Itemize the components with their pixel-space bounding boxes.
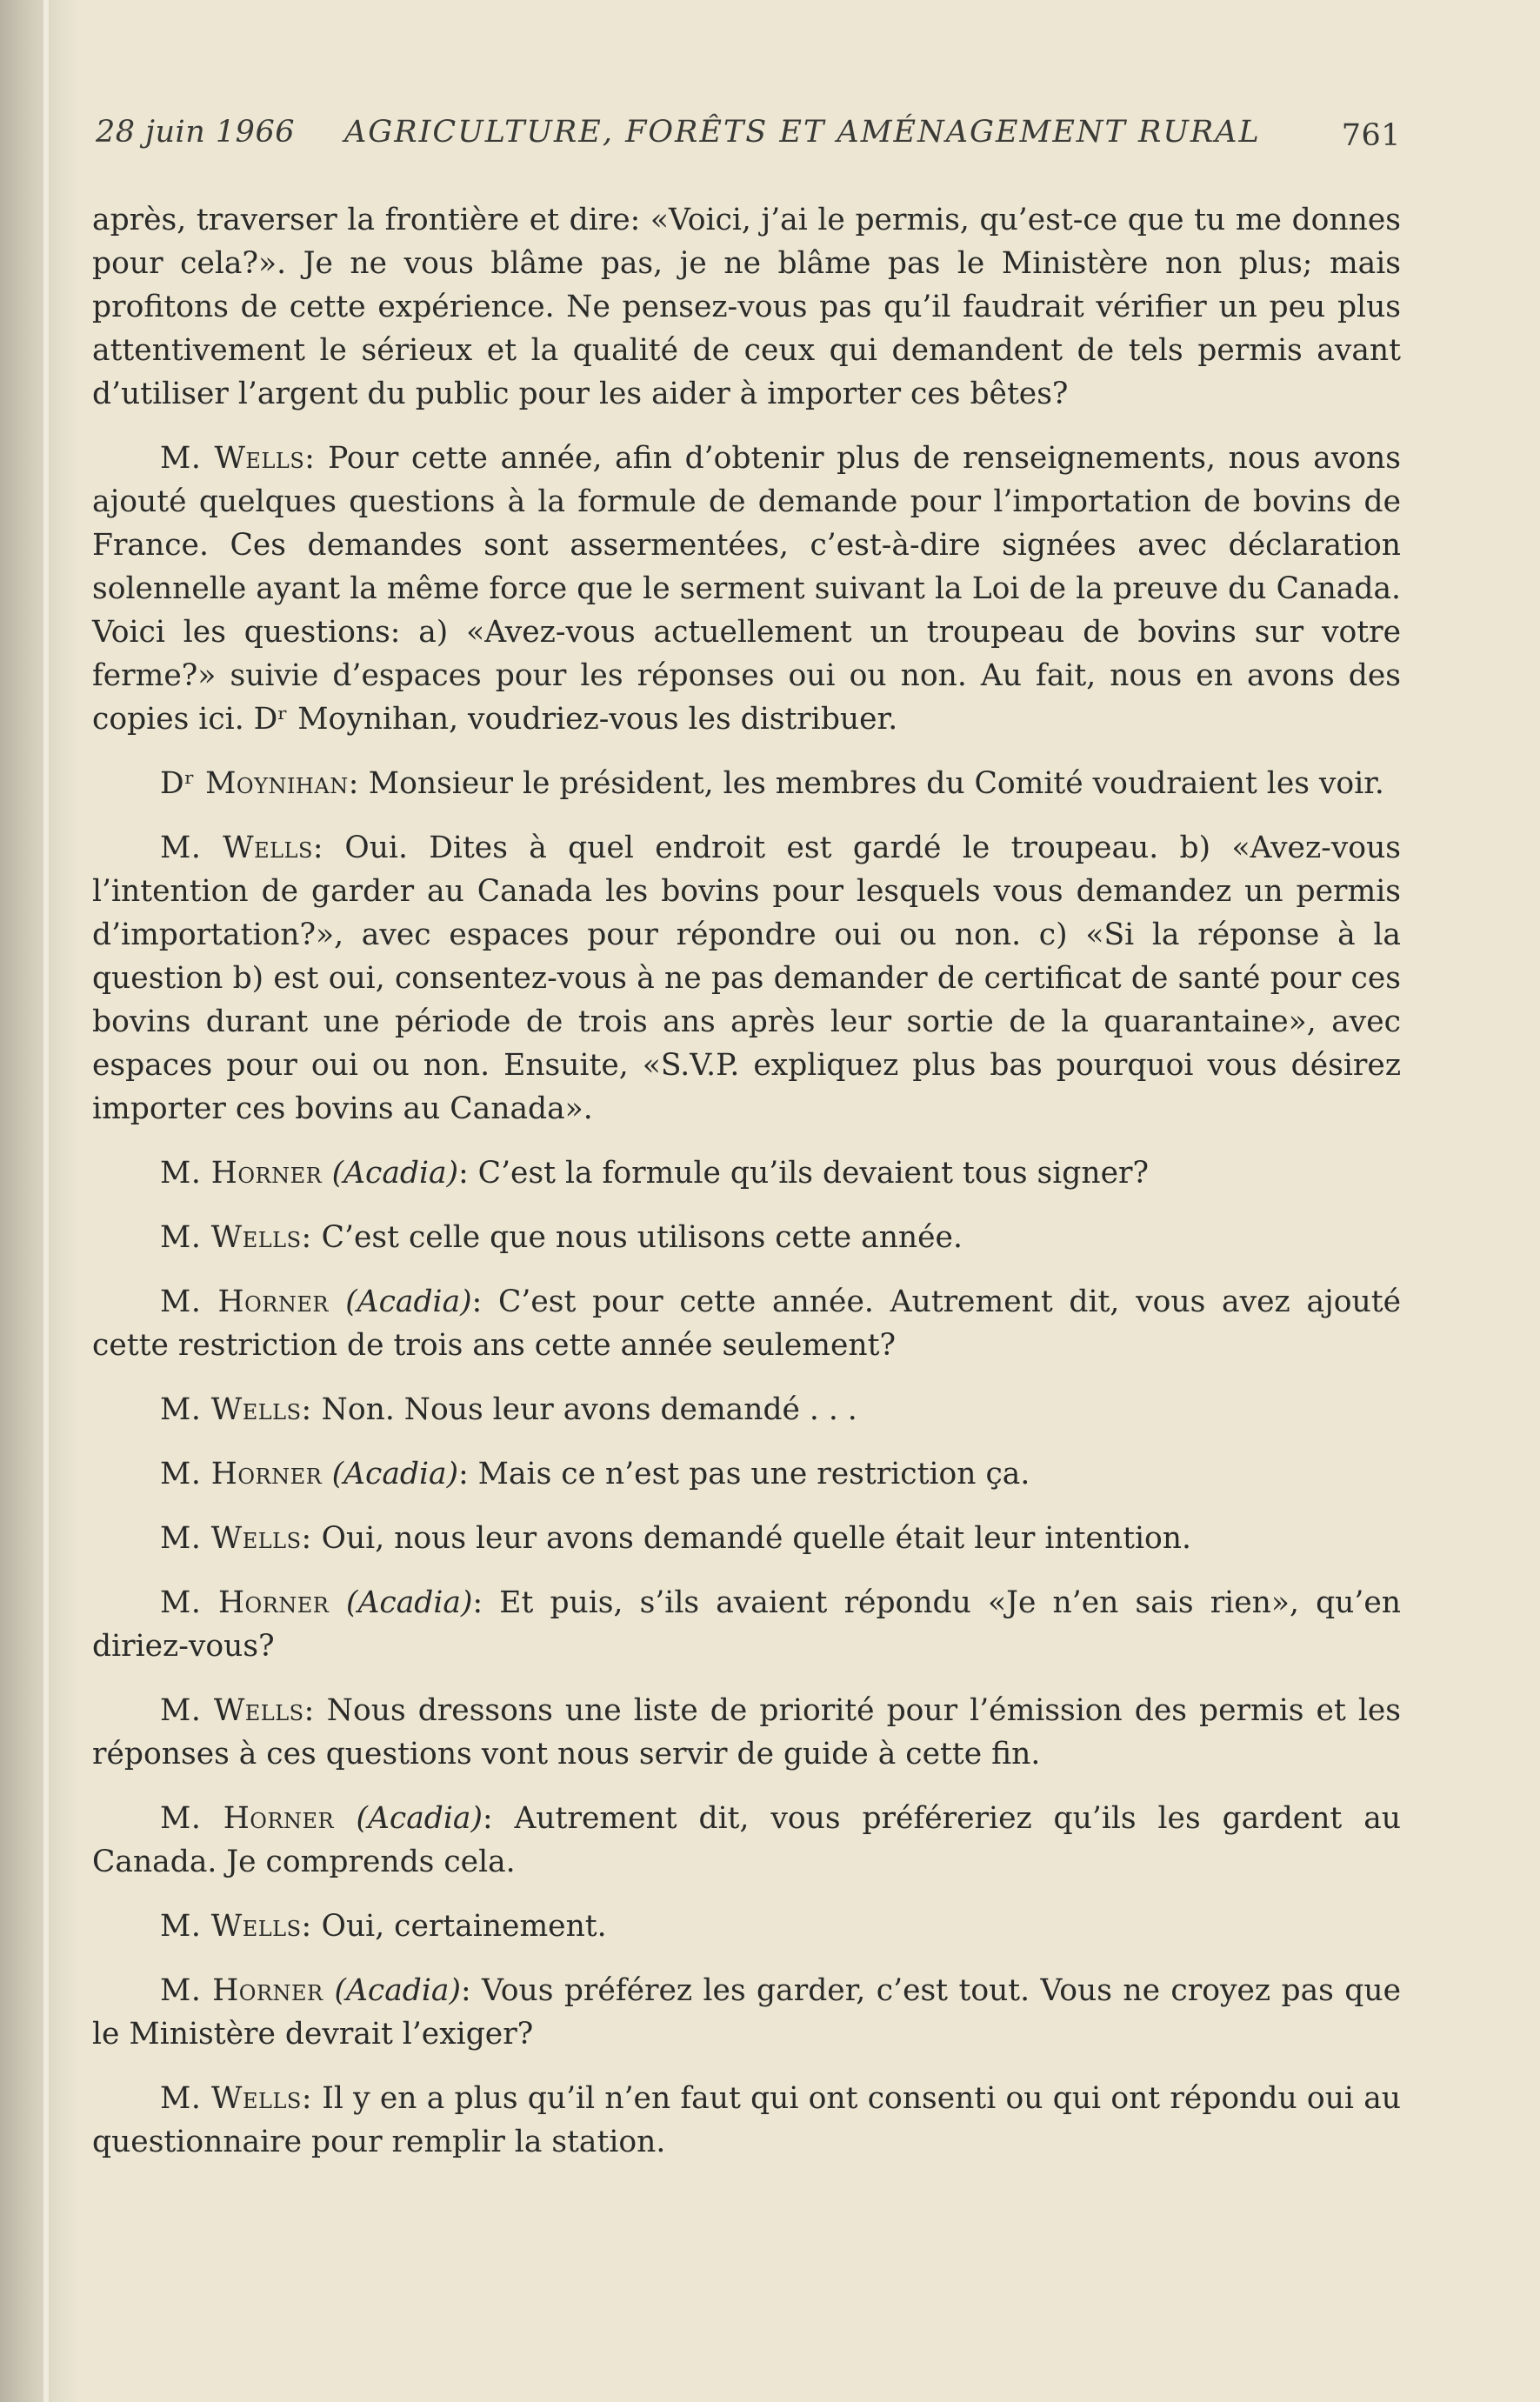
- paragraph: [92, 826, 1401, 1131]
- speaker-name: M. Horner: [160, 1284, 346, 1319]
- paragraph-text: Oui. Dites à quel endroit est gardé le troupeau. b) «Avez-vous l’intention de garder au Canada les bovins pour lesquels vous demandez un permis d’importation?», avec espaces pour répondre oui ou non. c) «Si la réponse à la question b) est oui, consentez-vous à ne pas demander de certificat de santé pour ces bovins durant une période de trois ans après leur sortie de la quarantaine», avec espaces pour oui ou non. Ensuite, «S.V.P. expliquez plus bas pourquoi vous désirez importer ces bovins au Canada».: [92, 831, 1401, 1126]
- paragraph: [92, 762, 1401, 805]
- gutter-edge: [43, 0, 49, 2402]
- speaker-name: M. Horner: [160, 1973, 335, 2008]
- paragraph-text: Nous dressons une liste de priorité pour l’émission des permis et les réponses à ces questions vont nous servir de guide à cette fin.: [92, 1693, 1401, 1771]
- speaker-riding: (Acadia): [356, 1801, 483, 1836]
- paragraph-text: Oui, nous leur avons demandé quelle était leur intention.: [311, 1521, 1191, 1556]
- paragraph: [92, 1452, 1401, 1496]
- paragraph: [92, 1151, 1401, 1195]
- header-date: 28 juin 1966: [96, 115, 295, 150]
- paragraph: [92, 437, 1401, 741]
- binding-gutter: [0, 0, 80, 2402]
- speaker-riding: (Acadia): [331, 1457, 459, 1491]
- paragraph-text: : Mais ce n’est pas une restriction ça.: [458, 1457, 1030, 1491]
- speaker-name: M. Wells:: [160, 441, 316, 476]
- paragraph-text: Non. Nous leur avons demandé . . .: [311, 1392, 857, 1427]
- speaker-name: M. Horner: [160, 1457, 332, 1491]
- speaker-riding: (Acadia): [331, 1156, 459, 1191]
- paragraph: [92, 1797, 1401, 1884]
- header-title: AGRICULTURE, FORÊTS ET AMÉNAGEMENT RURAL: [344, 115, 1261, 150]
- paragraph: [92, 1581, 1401, 1668]
- paragraph-text: après, traverser la frontière et dire: «Voici, j’ai le permis, qu’est-ce que tu me donnes pour cela?». Je ne vous blâme pas, je ne blâme pas le Ministère non plus; mais profitons de cette expérience. Ne pensez-vous pas qu’il faudrait vérifier un peu plus attentivement le sérieux et la qualité de ceux qui demandent de tels permis avant d’utiliser l’argent du public pour les aider à importer ces bêtes?: [92, 203, 1401, 411]
- speaker-name: M. Wells:: [160, 831, 324, 865]
- speaker-name: M. Horner: [160, 1801, 357, 1836]
- paragraph-text: : Autrement dit, vous préféreriez qu’ils les gardent au Canada. Je comprends cela.: [92, 1801, 1401, 1879]
- speaker-name: M. Wells:: [160, 1693, 315, 1728]
- paragraph: [92, 198, 1401, 416]
- paragraph-text: Il y en a plus qu’il n’en faut qui ont consenti ou qui ont répondu oui au questionnaire pour remplir la station.: [92, 2081, 1401, 2159]
- paragraph: [92, 1216, 1401, 1259]
- paragraph: [92, 1388, 1401, 1431]
- paragraph: [92, 1969, 1401, 2056]
- speaker-name: M. Wells:: [160, 2081, 312, 2116]
- speaker-name: M. Wells:: [160, 1909, 312, 1944]
- speaker-name: M. Horner: [160, 1156, 332, 1191]
- page-number: 761: [1341, 118, 1401, 153]
- body-text: [92, 198, 1401, 2164]
- paragraph: [92, 1689, 1401, 1776]
- speaker-name: M. Wells:: [160, 1220, 312, 1255]
- document-page: [92, 111, 1401, 2185]
- paragraph: [92, 1905, 1401, 1948]
- paragraph-text: : Vous préférez les garder, c’est tout. Vous ne croyez pas que le Ministère devrait l’exiger?: [92, 1973, 1401, 2052]
- paragraph-text: : C’est pour cette année. Autrement dit, vous avez ajouté cette restriction de trois ans cette année seulement?: [92, 1284, 1401, 1363]
- paragraph-text: Oui, certainement.: [311, 1909, 607, 1944]
- speaker-riding: (Acadia): [346, 1585, 473, 1620]
- speaker-riding: (Acadia): [345, 1284, 472, 1319]
- paragraph: [92, 1517, 1401, 1560]
- paragraph-text: C’est celle que nous utilisons cette année.: [311, 1220, 963, 1255]
- paragraph-text: : Et puis, s’ils avaient répondu «Je n’en sais rien», qu’en diriez-vous?: [92, 1585, 1401, 1664]
- running-head: [92, 111, 1401, 163]
- paragraph: [92, 1280, 1401, 1367]
- paragraph-text: Pour cette année, afin d’obtenir plus de renseignements, nous avons ajouté quelques questions à la formule de demande pour l’importation de bovins de France. Ces demandes sont assermentées, c’est-à-dire signées avec déclaration solennelle ayant la même force que le serment suivant la Loi de la preuve du Canada. Voici les questions: a) «Avez-vous actuellement un troupeau de bovins sur votre ferme?» suivie d’espaces pour les réponses oui ou non. Au fait, nous en avons des copies ici. Dʳ Moynihan, voudriez-vous les distribuer.: [92, 441, 1401, 737]
- paragraph-text: Monsieur le président, les membres du Comité voudraient les voir.: [358, 766, 1384, 801]
- speaker-name: Dʳ Moynihan:: [160, 766, 359, 801]
- speaker-name: M. Wells:: [160, 1392, 312, 1427]
- paragraph: [92, 2077, 1401, 2164]
- paragraph-text: : C’est la formule qu’ils devaient tous signer?: [458, 1156, 1149, 1191]
- speaker-name: M. Wells:: [160, 1521, 312, 1556]
- speaker-riding: (Acadia): [334, 1973, 461, 2008]
- speaker-name: M. Horner: [160, 1585, 347, 1620]
